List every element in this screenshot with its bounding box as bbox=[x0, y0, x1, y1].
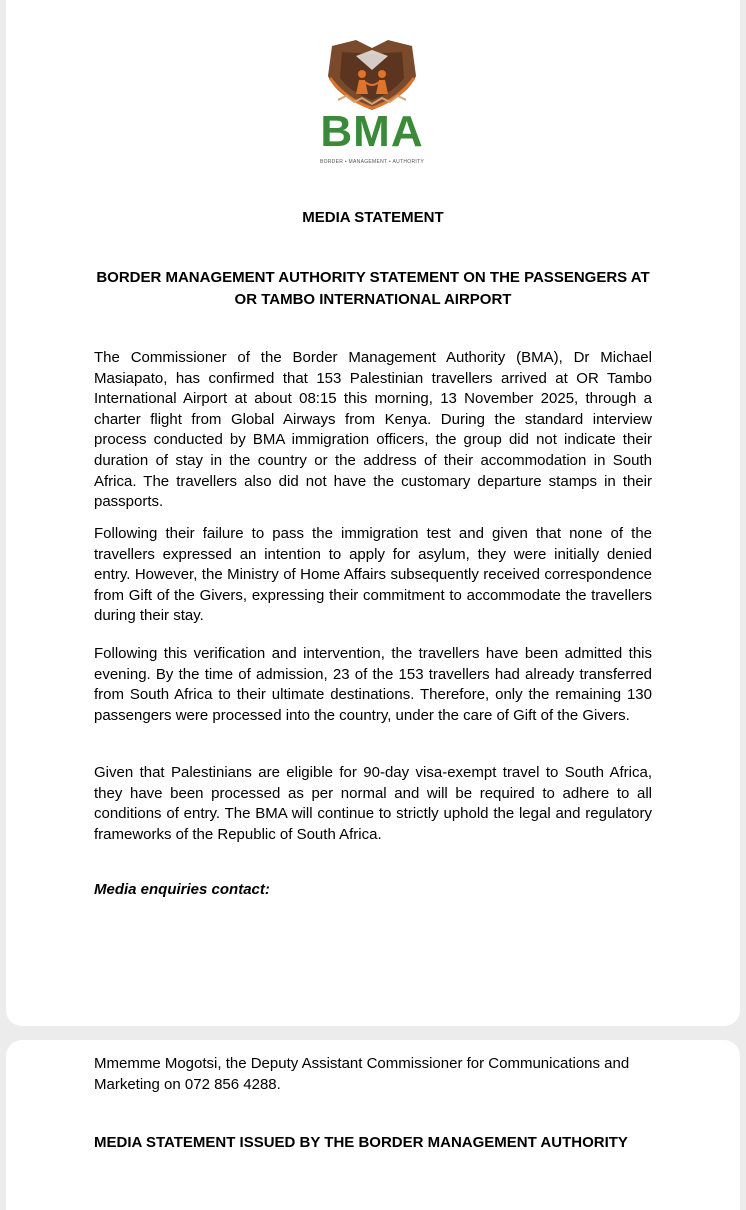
paragraph-1: The Commissioner of the Border Management Authority (BMA), Dr Michael Masiapato, has confirmed that 153 Palestinian travellers arrived at OR Tambo International Airport at about 08:15 this morning, 13 November 2025, through a charter flight from Global Airways from Kenya. During the standard interview process conducted by BMA immigration officers, the group did not indicate their duration of stay in the country or the address of their accommodation in South Africa. The travellers also did not have the customary departure stamps in their passports. bbox=[94, 349, 652, 511]
paragraph-3: Following this verification and intervention, the travellers have been admitted this evening. By the time of admission, 23 of the 153 travellers had already transferred from South Africa to their ultimate destinations. Therefore, only the remaining 130 passengers were processed into the country, under the care of Gift of the Givers. bbox=[94, 645, 652, 724]
paragraph-2: Following their failure to pass the immigration test and given that none of the travellers expressed an intention to apply for asylum, they were initially denied entry. However, the Ministry of Home Affairs subsequently received correspondence from Gift of the Givers, expressing their commitment to accommodate the travellers during their stay. bbox=[94, 525, 652, 625]
issued-by-line: MEDIA STATEMENT ISSUED BY THE BORDER MANAGEMENT AUTHORITY bbox=[94, 1134, 628, 1151]
bma-logo bbox=[316, 38, 428, 170]
paragraph-4: Given that Palestinians are eligible for 90-day visa-exempt travel to South Africa, they have been processed as per normal and will be required to adhere to all conditions of entry. The BMA will continue to strictly uphold the legal and regulatory frameworks of the Republic of South Africa. bbox=[94, 764, 652, 843]
contact-details: Mmemme Mogotsi, the Deputy Assistant Commissioner for Communications and Marketing on 072 856 4288. bbox=[94, 1055, 630, 1093]
media-enquiries-label: Media enquiries contact: bbox=[94, 881, 270, 898]
shield-emblem-icon bbox=[316, 38, 428, 113]
statement-title: BORDER MANAGEMENT AUTHORITY STATEMENT ON THE PASSENGERS AT OR TAMBO INTERNATIONAL AIRPORT bbox=[96, 269, 650, 308]
logo-tagline: BORDER • MANAGEMENT • AUTHORITY bbox=[319, 159, 425, 165]
document-page-1 bbox=[6, 0, 740, 1026]
document-heading: MEDIA STATEMENT bbox=[302, 209, 444, 226]
logo-wordmark: BMA bbox=[320, 107, 424, 156]
document-page-2 bbox=[6, 1040, 740, 1210]
